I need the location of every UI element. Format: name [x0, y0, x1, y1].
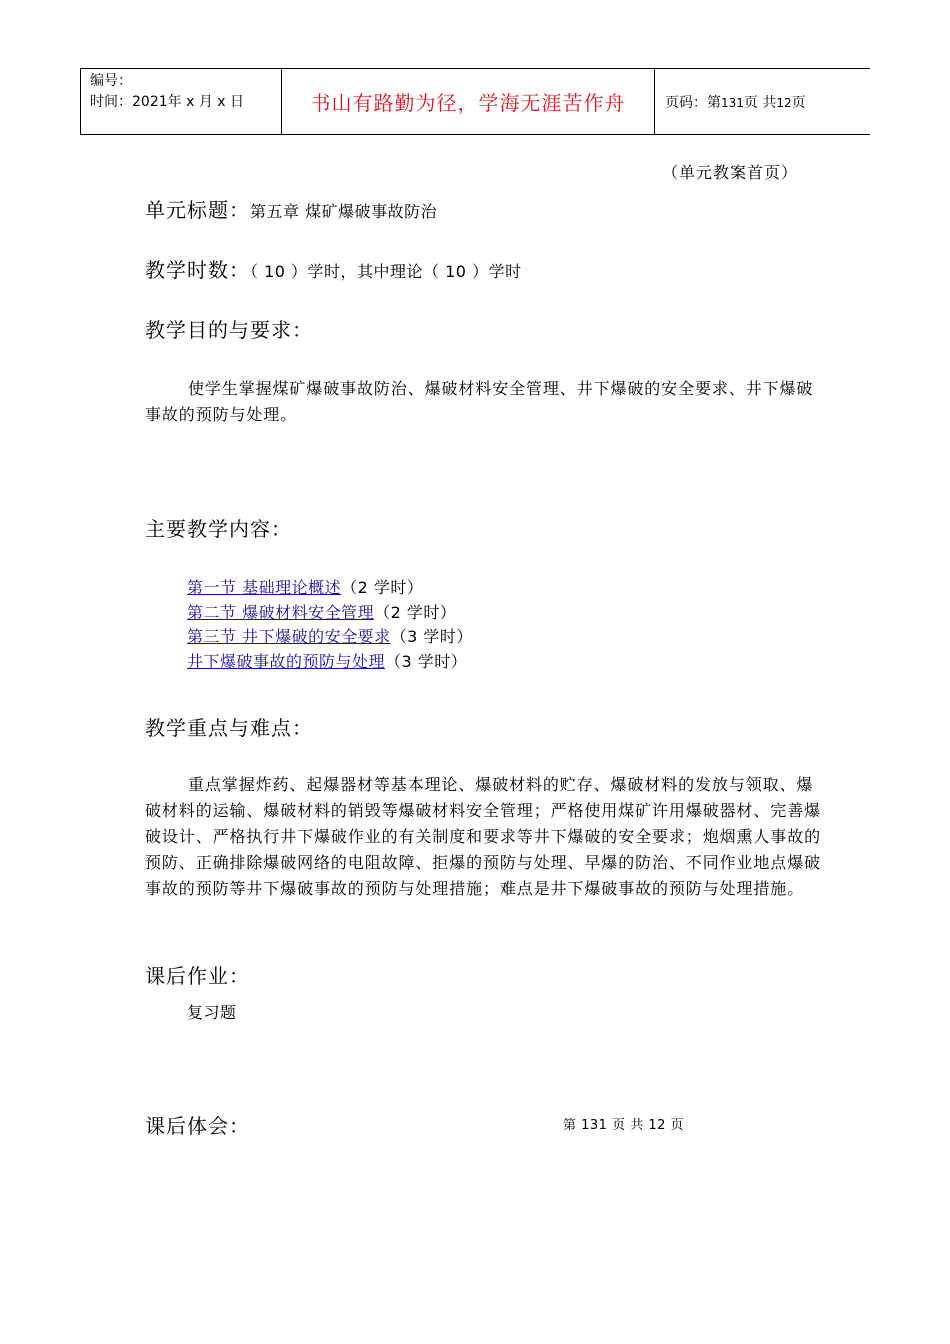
- content-item: [187, 601, 473, 626]
- content-list: [187, 576, 473, 674]
- homework-heading: 课后作业：: [145, 964, 250, 988]
- objectives-heading: 教学目的与要求：: [145, 318, 313, 342]
- unit-title: [145, 194, 437, 223]
- header-motto: 书山有路勤为径，学海无涯苦作舟: [282, 69, 655, 134]
- header-time-year: 2021: [132, 94, 168, 110]
- content-link-section-3[interactable]: 第三节 井下爆破的安全要求: [187, 627, 391, 646]
- teaching-hours-label: 教学时数：: [145, 258, 250, 282]
- header-time-rest: 年 x 月 x 日: [167, 94, 245, 110]
- header-page-current: 131: [721, 96, 744, 110]
- homework-text: 复习题: [187, 1003, 237, 1022]
- header-time-label: 时间：: [90, 94, 132, 110]
- content-heading: 主要教学内容：: [145, 517, 292, 541]
- page-caption: （单元教案首页）: [662, 163, 799, 182]
- content-hours: （3 学时）: [390, 627, 473, 646]
- key-points-text: 重点掌握炸药、起爆器材等基本理论、爆破材料的贮存、爆破材料的发放与领取、爆破材料的运输、爆破材料的销毁等爆破材料安全管理；严格使用煤矿许用爆破器材、完善爆破设计、严格执行井下爆破作业的有关制度和要求等井下爆破的安全要求；炮烟熏人事故的预防、正确排除爆破网络的电阻故障、拒爆的预防与处理、早爆的防治、不同作业地点爆破事故的预防等井下爆破事故的预防与处理措施；难点是井下爆破事故的预防与处理措施。: [145, 775, 822, 898]
- header-table: [80, 68, 870, 135]
- content-hours: （3 学时）: [385, 651, 468, 671]
- key-points-heading: 教学重点与难点：: [145, 716, 313, 740]
- teaching-hours: [145, 254, 522, 283]
- header-number: 编号：: [90, 73, 132, 89]
- content-link-section-2[interactable]: 第二节 爆破材料安全管理: [187, 602, 375, 622]
- unit-title-label: 单元标题：: [145, 198, 250, 222]
- objectives-text: 使学生掌握煤矿爆破事故防治、爆破材料安全管理、井下爆破的安全要求、井下爆破事故的预防与处理。: [145, 379, 814, 424]
- content-link-section-4[interactable]: 井下爆破事故的预防与处理: [187, 651, 386, 671]
- unit-title-value: 第五章 煤矿爆破事故防治: [250, 202, 438, 221]
- teaching-hours-value: （ 10 ）学时，其中理论（ 10 ）学时: [250, 262, 522, 281]
- header-time: [90, 92, 281, 113]
- header-page-label: 页码：第: [665, 95, 721, 111]
- content-item: [187, 576, 473, 601]
- footer-page-number: 第 131 页 共 12 页: [563, 1118, 685, 1133]
- header-page-total: 12: [776, 96, 792, 110]
- content-link-section-1[interactable]: 第一节 基础理论概述: [187, 578, 342, 597]
- content-hours: （2 学时）: [374, 602, 457, 622]
- header-page-mid: 页 共: [743, 95, 777, 111]
- header-meta: [81, 69, 282, 134]
- header-page-end: 页: [791, 95, 806, 111]
- content-item: [187, 625, 473, 650]
- header-page-info: [655, 69, 870, 134]
- reflection-heading: 课后体会：: [145, 1114, 250, 1138]
- content-item: [187, 650, 473, 675]
- content-hours: （2 学时）: [341, 578, 424, 597]
